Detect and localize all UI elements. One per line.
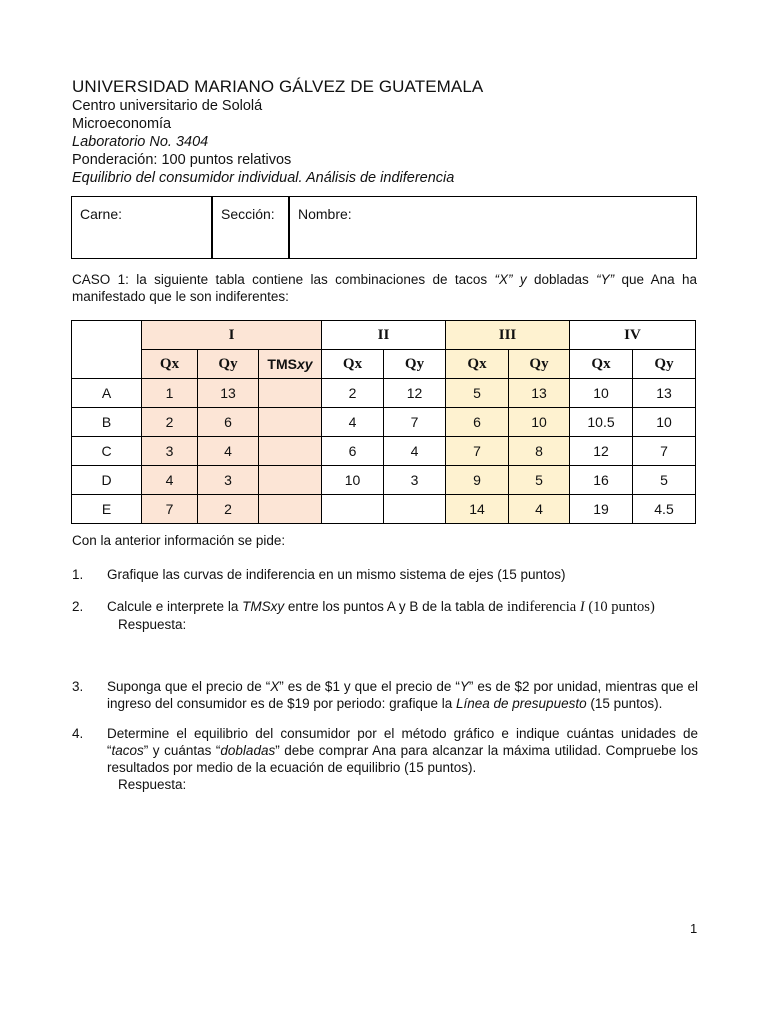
table-cell: 4 — [322, 408, 384, 437]
table-cell: 6 — [322, 437, 384, 466]
table-row — [72, 379, 696, 408]
table-cell: 10.5 — [570, 408, 633, 437]
university-title: UNIVERSIDAD MARIANO GÁLVEZ DE GUATEMALA — [72, 77, 484, 96]
table-cell: 4 — [384, 437, 446, 466]
page-number: 1 — [690, 921, 698, 936]
table-cell: 10 — [633, 408, 696, 437]
column-header: Qy — [509, 350, 570, 379]
table-cell: 5 — [509, 466, 570, 495]
question-4 — [72, 725, 698, 793]
question-1 — [72, 566, 698, 583]
table-cell: 7 — [142, 495, 198, 524]
seccion-field[interactable]: Sección: — [213, 197, 290, 258]
table-cell: 1 — [142, 379, 198, 408]
question-3 — [72, 678, 698, 712]
table-cell: 2 — [198, 495, 259, 524]
table-cell: 14 — [446, 495, 509, 524]
question-number: 1. — [72, 567, 84, 582]
table-cell: 13 — [509, 379, 570, 408]
group-header: IV — [570, 321, 696, 350]
tms-cell[interactable] — [259, 495, 322, 524]
table-cell: 2 — [142, 408, 198, 437]
column-header: Qx — [446, 350, 509, 379]
question-text: Suponga que el precio de “X” es de $1 y que el precio de “Y” es de $2 por unidad, mientras que el ingreso del consumidor es de $19 por periodo: grafique la Línea de presupuesto (15 puntos). — [107, 679, 699, 711]
row-label: E — [72, 495, 142, 524]
column-header: Qx — [142, 350, 198, 379]
column-header: Qx — [322, 350, 384, 379]
course-name: Microeconomía — [72, 116, 172, 132]
tms-cell[interactable] — [259, 437, 322, 466]
nombre-field[interactable]: Nombre: — [298, 206, 352, 222]
table-cell: 4.5 — [633, 495, 696, 524]
carne-field[interactable]: Carne: — [72, 197, 213, 258]
table-cell: 13 — [633, 379, 696, 408]
table-cell: 3 — [384, 466, 446, 495]
lab-number: Laboratorio No. 3404 — [72, 134, 209, 150]
row-label: C — [72, 437, 142, 466]
table-cell: 3 — [142, 437, 198, 466]
column-header: Qy — [198, 350, 259, 379]
table-cell: 10 — [509, 408, 570, 437]
table-cell: 12 — [384, 379, 446, 408]
question-number: 2. — [72, 599, 84, 614]
corner-cell — [72, 321, 142, 379]
subheader-row — [72, 350, 696, 379]
table-cell: 10 — [322, 466, 384, 495]
table-row — [72, 495, 696, 524]
row-label: A — [72, 379, 142, 408]
table-cell: 7 — [633, 437, 696, 466]
table-cell: 4 — [142, 466, 198, 495]
answer-label: Respuesta: — [118, 777, 187, 792]
table-cell: 2 — [322, 379, 384, 408]
question-number: 4. — [72, 726, 84, 741]
row-label: D — [72, 466, 142, 495]
weight: Ponderación: 100 puntos relativos — [72, 152, 292, 168]
table-cell: 5 — [446, 379, 509, 408]
question-text: Determine el equilibrio del consumidor por el método gráfico e indique cuántas unidades de “tacos” y cuántas “dobladas” debe comprar Ana para alcanzar la máxima utilidad. Compruebe los resultados por medio de la ecuación de equilibrio (15 puntos). — [107, 726, 698, 775]
table-cell: 3 — [198, 466, 259, 495]
column-header: Qy — [384, 350, 446, 379]
table-cell: 10 — [570, 379, 633, 408]
table-cell: 8 — [509, 437, 570, 466]
case-description: CASO 1: la siguiente tabla contiene las combinaciones de tacos “X” y dobladas “Y” que Ana ha manifestado que le son indiferentes: — [72, 272, 697, 304]
row-label: B — [72, 408, 142, 437]
table-cell: 7 — [384, 408, 446, 437]
table-cell: 6 — [446, 408, 509, 437]
question-text: Calcule e interprete la TMSxy entre los puntos A y B de la tabla de indiferencia I (10 puntos) — [107, 599, 655, 615]
indifference-table — [71, 320, 696, 524]
topic: Equilibrio del consumidor individual. Análisis de indiferencia — [72, 170, 455, 186]
table-cell: 9 — [446, 466, 509, 495]
group-header: III — [446, 321, 570, 350]
question-number: 3. — [72, 679, 84, 694]
table-cell: 12 — [570, 437, 633, 466]
table-row — [72, 437, 696, 466]
table-cell: 19 — [570, 495, 633, 524]
table-cell: 4 — [198, 437, 259, 466]
table-cell — [384, 495, 446, 524]
table-cell: 7 — [446, 437, 509, 466]
group-header-row — [72, 321, 696, 350]
question-2 — [72, 598, 698, 633]
table-row — [72, 408, 696, 437]
tms-cell[interactable] — [259, 408, 322, 437]
column-header: Qy — [633, 350, 696, 379]
table-cell — [322, 495, 384, 524]
table-cell: 13 — [198, 379, 259, 408]
instructions-intro: Con la anterior información se pide: — [72, 533, 286, 548]
table-cell: 6 — [198, 408, 259, 437]
question-text: Grafique las curvas de indiferencia en un mismo sistema de ejes (15 puntos) — [107, 567, 566, 582]
table-cell: 16 — [570, 466, 633, 495]
column-header: Qx — [570, 350, 633, 379]
tms-cell[interactable] — [259, 466, 322, 495]
center-name: Centro universitario de Sololá — [72, 98, 263, 114]
document-header — [72, 76, 483, 187]
group-header: I — [142, 321, 322, 350]
answer-label: Respuesta: — [118, 617, 187, 632]
table-row — [72, 466, 696, 495]
student-info-box — [71, 196, 697, 259]
table-cell: 4 — [509, 495, 570, 524]
column-header-tms: TMSxy — [259, 350, 322, 379]
tms-cell[interactable] — [259, 379, 322, 408]
table-cell: 5 — [633, 466, 696, 495]
group-header: II — [322, 321, 446, 350]
